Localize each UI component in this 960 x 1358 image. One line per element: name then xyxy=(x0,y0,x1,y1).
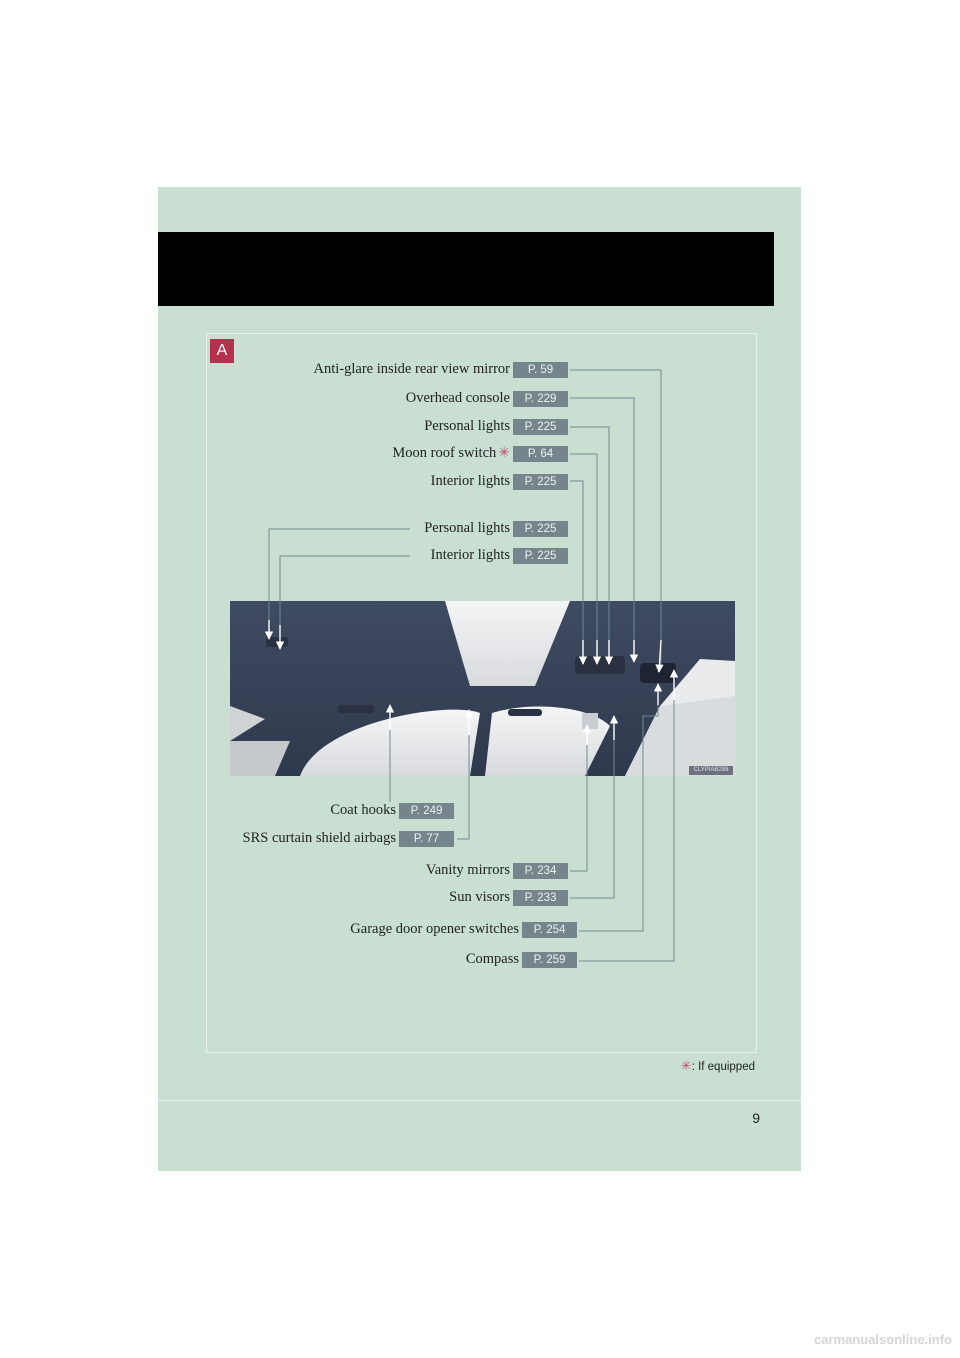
watermark[interactable]: carmanualsonline.info xyxy=(814,1332,952,1347)
page-ref-vanity-mirrors[interactable]: P. 234 xyxy=(513,863,568,879)
if-equipped-star-icon: ✳ xyxy=(680,1058,692,1073)
page-ref-anti-glare-mirror[interactable]: P. 59 xyxy=(513,362,568,378)
label-garage-door-opener: Garage door opener switches xyxy=(350,921,519,937)
page-ref-personal-lights-rear[interactable]: P. 225 xyxy=(513,521,568,537)
label-moon-roof-switch: Moon roof switch ✳ xyxy=(392,445,510,461)
page-ref-coat-hooks[interactable]: P. 249 xyxy=(399,803,454,819)
label-srs-curtain-airbags: SRS curtain shield airbags xyxy=(242,830,396,846)
label-coat-hooks: Coat hooks xyxy=(330,802,396,818)
label-vanity-mirrors: Vanity mirrors xyxy=(425,862,510,878)
page-ref-personal-lights-front[interactable]: P. 225 xyxy=(513,419,568,435)
label-interior-lights-rear: Interior lights xyxy=(430,547,510,563)
page-ref-moon-roof-switch[interactable]: P. 64 xyxy=(513,446,568,462)
page-number: 9 xyxy=(752,1110,760,1126)
label-overhead-console: Overhead console xyxy=(405,390,510,406)
page-ref-sun-visors[interactable]: P. 233 xyxy=(513,890,568,906)
label-sun-visors: Sun visors xyxy=(449,889,510,905)
page-ref-overhead-console[interactable]: P. 229 xyxy=(513,391,568,407)
label-compass: Compass xyxy=(465,951,519,967)
page-ref-garage-door-opener[interactable]: P. 254 xyxy=(522,922,577,938)
label-interior-lights-front: Interior lights xyxy=(430,473,510,489)
if-equipped-star-icon: ✳ xyxy=(498,446,510,461)
section-tag: A xyxy=(210,339,234,363)
photo-code: CLYPIAB288 xyxy=(689,766,733,775)
bottom-rule xyxy=(158,1100,801,1101)
page-ref-srs-curtain-airbags[interactable]: P. 77 xyxy=(399,831,454,847)
footnote-if-equipped: ✳: If equipped xyxy=(680,1058,755,1073)
page-ref-interior-lights-rear[interactable]: P. 225 xyxy=(513,548,568,564)
label-personal-lights-front: Personal lights xyxy=(424,418,510,434)
label-personal-lights-rear: Personal lights xyxy=(424,520,510,536)
page-ref-interior-lights-front[interactable]: P. 225 xyxy=(513,474,568,490)
page-ref-compass[interactable]: P. 259 xyxy=(522,952,577,968)
label-anti-glare-mirror: Anti-glare inside rear view mirror xyxy=(313,361,510,377)
